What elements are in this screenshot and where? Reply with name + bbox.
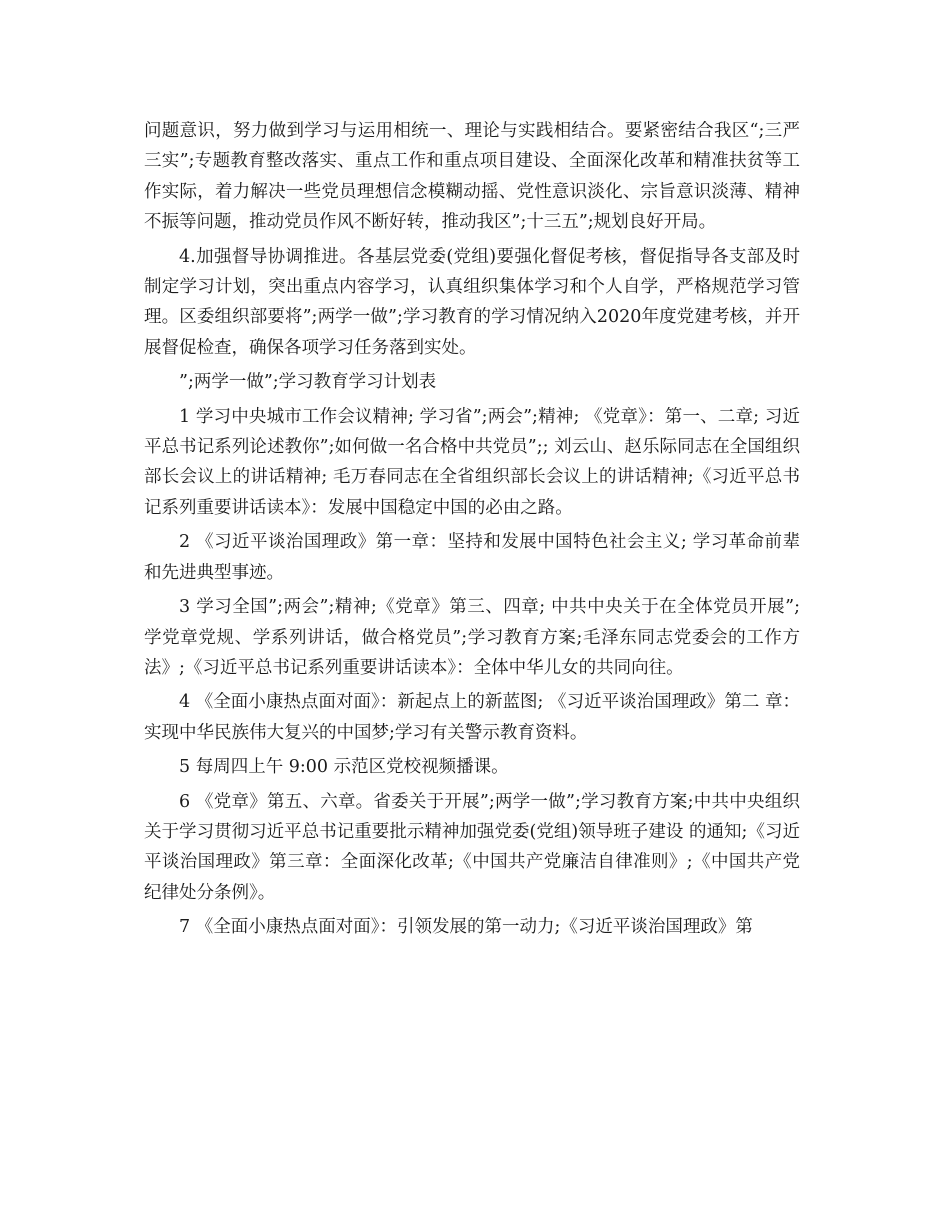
schedule-item-5: 5 每周四上午 9:00 示范区党校视频播课。 — [179, 757, 509, 778]
schedule-item-2: 2 《习近平谈治国理政》第一章：坚持和发展中国特色社会主义; 学习革命前辈和先进典型事迹。 — [144, 532, 800, 583]
paragraph-continuation: 问题意识，努力做到学习与运用相统一、理论与实践相结合。要紧密结合我区“;三严三实”;专题教育整改落实、重点工作和重点项目建设、全面深化改革和精准扶贫等工作实际，着力解决一些党员理想信念模糊动摇、党性意识淡化、宗旨意识淡薄、精神不振等问题，推动党员作风不断好转，推动我区”;十三五”;规划良好开局。 — [144, 121, 800, 233]
document-body — [144, 116, 800, 947]
paragraph-supervision: 4.加强督导协调推进。各基层党委(党组)要强化督促考核，督促指导各支部及时制定学习计划，突出重点内容学习，认真组织集体学习和个人自学，严格规范学习管理。区委组织部要将”;两学一做”;学习教育的学习情况纳入2020年度党建考核，并开展督促检查，确保各项学习任务落到实处。 — [144, 246, 800, 358]
schedule-item-1: 1 学习中央城市工作会议精神; 学习省”;两会”;精神; 《党章》：第一、二章; 习近平总书记系列论述教你”;如何做一名合格中共党员”;; 刘云山、赵乐际同志在全国组织部长会议上的讲话精神; 毛万春同志在全省组织部长会议上的讲话精神;《习近平总书记系列重要讲话读本》：发展中国稳定中国的必由之路。 — [144, 406, 800, 518]
schedule-item-7: 7 《全面小康热点面对面》：引领发展的第一动力;《习近平谈治国理政》第 — [179, 917, 753, 938]
schedule-title: ”;两学一做”;学习教育学习计划表 — [179, 372, 437, 393]
schedule-item-4: 4 《全面小康热点面对面》：新起点上的新蓝图; 《习近平谈治国理政》第二 章：实现中华民族伟大复兴的中国梦;学习有关警示教育资料。 — [144, 692, 800, 743]
schedule-item-6: 6 《党章》第五、六章。省委关于开展”;两学一做”;学习教育方案;中共中央组织关于学习贯彻习近平总书记重要批示精神加强党委(党组)领导班子建设 的通知;《习近平谈治国理政》第三章：全面深化改革;《中国共产党廉洁自律准则》;《中国共产党纪律处分条例》。 — [144, 791, 800, 903]
schedule-item-3: 3 学习全国”;两会”;精神;《党章》第三、四章; 中共中央关于在全体党员开展”;学党章党规、学系列讲话，做合格党员”;学习教育方案;毛泽东同志党委会的工作方法》;《习近平总书记系列重要讲话读本》：全体中华儿女的共同向往。 — [144, 597, 800, 678]
